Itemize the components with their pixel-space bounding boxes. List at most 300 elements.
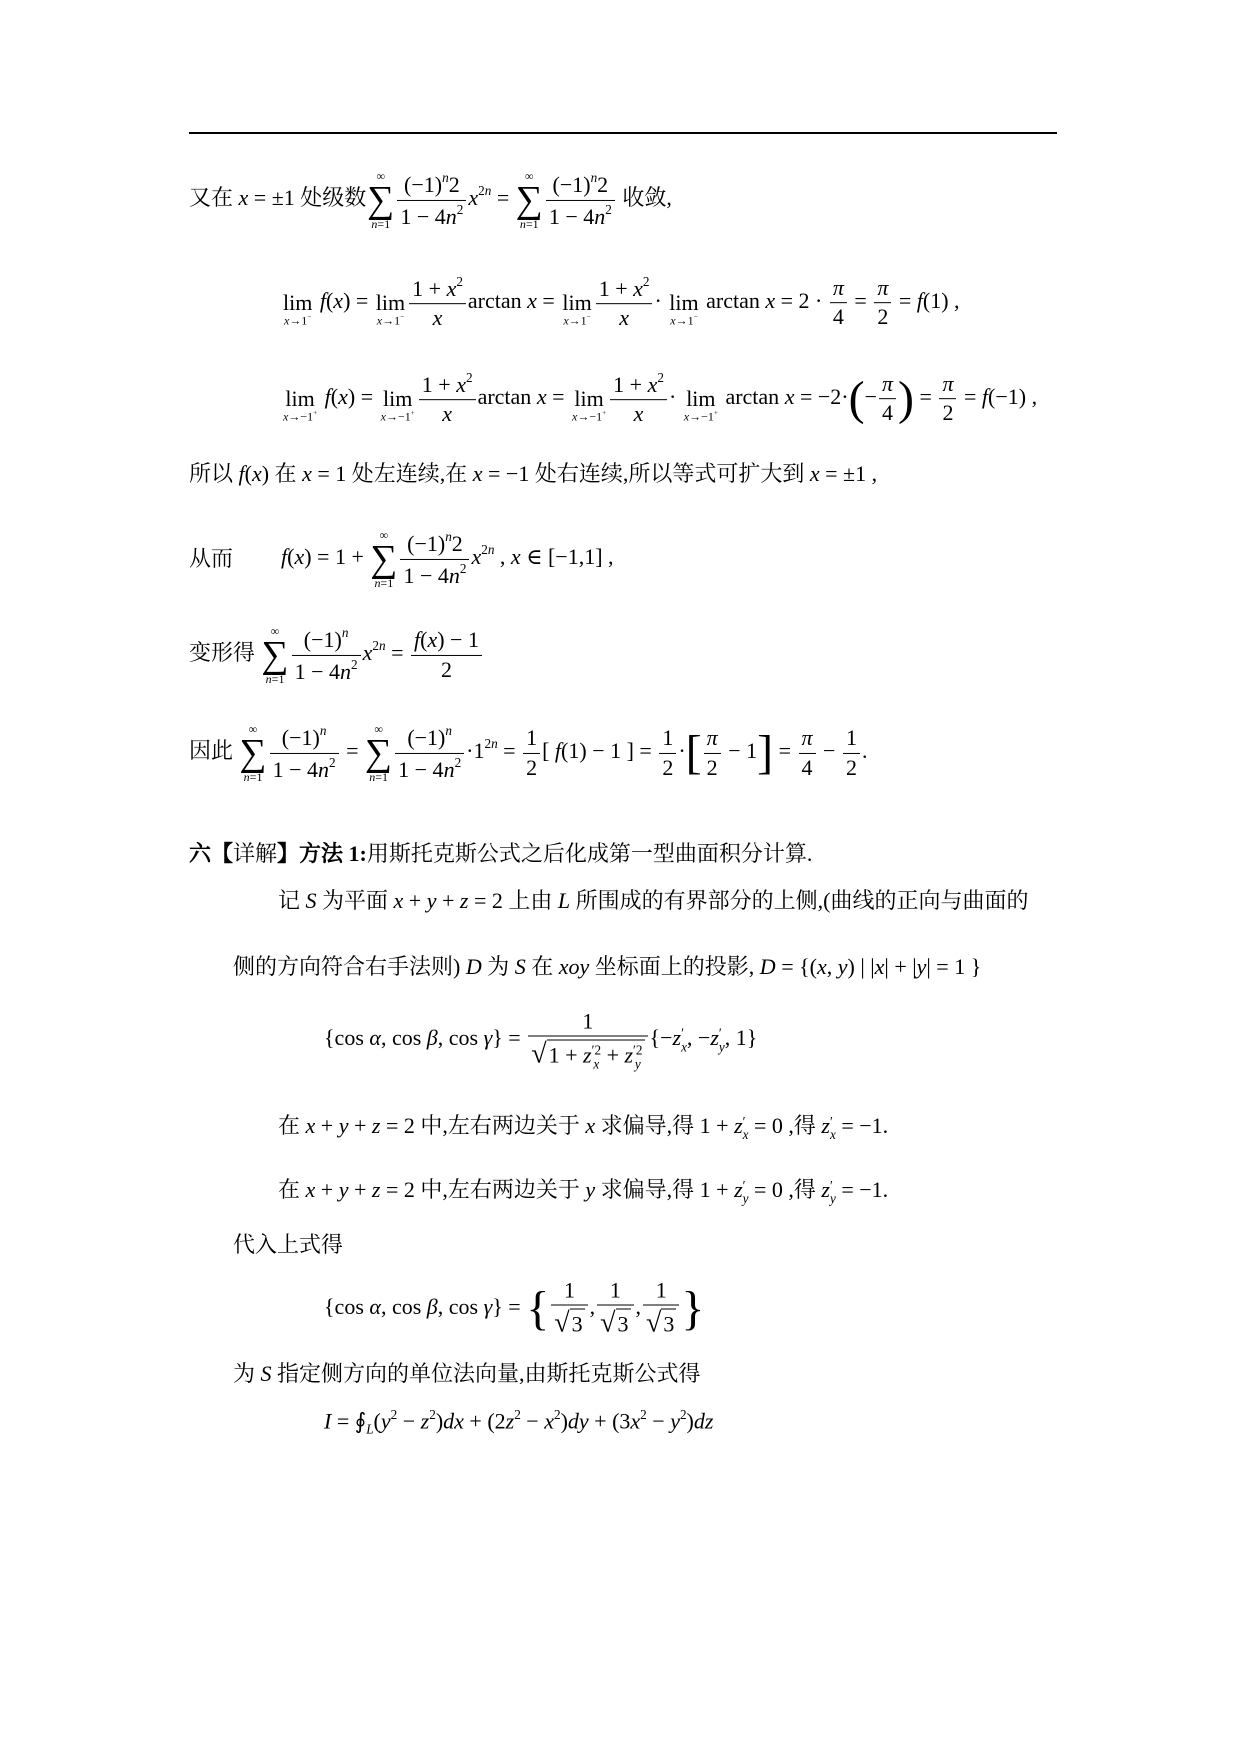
math-text: 2 — [481, 542, 488, 558]
math-text: + — [601, 1042, 625, 1068]
superscript — [481, 542, 494, 557]
math-text: , cos — [437, 1025, 484, 1051]
math-text: {cos — [324, 1294, 370, 1320]
limit — [381, 375, 415, 423]
large-bracket: } — [681, 1282, 705, 1336]
math-text: + — [348, 1176, 372, 1202]
lim-word: lim — [669, 289, 699, 315]
math-text: = −1. — [835, 1176, 889, 1202]
math-variable: x — [338, 384, 348, 410]
transformed-equation — [189, 625, 484, 685]
fraction-numerator — [879, 371, 896, 398]
math-text: = ±1 , — [819, 460, 878, 486]
fraction-denominator — [704, 753, 721, 781]
math-variable: x — [809, 460, 820, 486]
fraction — [397, 170, 466, 230]
math-text: − — [864, 384, 877, 410]
limit — [283, 375, 317, 423]
math-variable: x — [305, 1112, 316, 1138]
math-variable: x — [432, 305, 443, 331]
fraction-denominator — [610, 399, 667, 427]
math-text: 1 — [609, 1277, 621, 1303]
math-text: 1 − 4 — [398, 756, 444, 782]
math-text: ·1 — [466, 738, 485, 764]
superscript — [643, 274, 650, 289]
math-variable: β — [426, 1025, 438, 1051]
radicand — [661, 1309, 676, 1338]
superscript — [329, 755, 336, 770]
math-text: 3 — [571, 1311, 583, 1337]
math-text: =1 — [249, 770, 263, 785]
fraction-denominator — [397, 200, 466, 230]
large-bracket: [ — [685, 726, 702, 779]
header-rule — [189, 132, 1057, 134]
math-text: = — [497, 738, 522, 764]
math-variable: x — [544, 1408, 554, 1434]
math-text: 所围成的有界部分的上侧,(曲线的正向与曲面的 — [570, 887, 1029, 913]
bold-text: 六【 — [189, 840, 234, 866]
math-text: ) = 1 + — [304, 544, 370, 570]
math-text: ( — [325, 288, 334, 314]
math-text: = ±1 处级数 — [248, 185, 367, 211]
math-text: 因此 — [189, 738, 239, 764]
math-variable: β — [426, 1294, 438, 1320]
math-text: = — [546, 384, 570, 410]
math-text: ) = — [347, 384, 379, 410]
math-variable: n — [378, 638, 386, 654]
lim-word: lim — [375, 289, 406, 315]
math-text: 2 — [451, 531, 463, 557]
math-text: 1 + — [598, 276, 634, 302]
math-variable: n — [445, 529, 452, 545]
math-variable: n — [443, 756, 455, 782]
lim-word: lim — [574, 385, 604, 411]
math-text: − — [586, 313, 591, 322]
math-text: + — [410, 409, 415, 418]
math-text: = — [385, 640, 409, 666]
math-text: 3 — [617, 1311, 629, 1337]
math-variable: f — [238, 460, 245, 486]
math-variable: π — [801, 725, 813, 751]
math-text: 1 — [662, 725, 674, 751]
math-text: · — [678, 738, 686, 764]
sigma-symbol: ∑ — [239, 731, 267, 774]
math-variable: x — [376, 313, 383, 328]
math-text: · — [668, 384, 682, 410]
math-variable: y — [916, 953, 927, 979]
math-text: 为 — [233, 1360, 261, 1386]
math-variable: x — [784, 384, 795, 410]
math-text: =1 — [271, 672, 285, 687]
math-text: = — [773, 738, 797, 764]
math-text: →−1 — [385, 409, 411, 424]
math-text: 1 — [563, 1277, 575, 1303]
math-text: ′ — [742, 1113, 746, 1129]
math-variable: n — [340, 658, 352, 684]
fraction — [843, 725, 860, 781]
fraction-numerator — [397, 170, 466, 199]
math-text: 2 — [640, 1406, 647, 1422]
fraction-numerator — [643, 1278, 679, 1305]
math-variable: n — [265, 672, 272, 687]
fraction-denominator — [551, 1305, 587, 1341]
fraction-numerator — [400, 529, 469, 558]
superscript — [411, 409, 415, 417]
math-text: 求偏导,得 1 + — [595, 1176, 735, 1202]
superscript — [514, 1407, 521, 1422]
math-variable: f — [281, 544, 288, 570]
math-text: ′ — [681, 1025, 684, 1041]
fraction-numerator — [843, 725, 860, 752]
math-variable: n — [448, 562, 460, 588]
radical-sign: √ — [554, 1307, 570, 1339]
math-variable: n — [341, 625, 349, 641]
math-variable: x — [427, 627, 438, 653]
math-text: 2 — [456, 274, 463, 290]
math-variable: x — [816, 953, 827, 979]
math-text: , cos — [380, 1294, 427, 1320]
math-text: 2 — [440, 656, 452, 682]
subscript — [366, 1421, 373, 1436]
sigma-symbol: ∑ — [367, 178, 395, 221]
math-variable: z — [624, 1042, 634, 1068]
projection-definition — [233, 954, 981, 980]
math-variable: n — [594, 203, 606, 229]
sup-sub-pair — [633, 1044, 642, 1070]
math-variable: y — [634, 1056, 641, 1072]
math-variable: f — [414, 627, 421, 653]
math-text: = 1 处左连续,在 — [311, 460, 473, 486]
fraction — [411, 627, 482, 683]
math-text: = — [914, 384, 938, 410]
partial-x-statement — [278, 1113, 888, 1141]
math-variable: y — [380, 1408, 391, 1434]
fraction-numerator — [419, 370, 476, 399]
math-text: , 1} — [724, 1025, 758, 1051]
math-text: →−1 — [689, 409, 714, 424]
fraction-numerator — [551, 1278, 587, 1305]
fraction-numerator — [409, 274, 466, 303]
fraction-numerator — [659, 725, 676, 752]
math-variable: D — [465, 953, 482, 979]
math-text: 1 − 4 — [272, 756, 319, 782]
math-text: , — [494, 544, 511, 570]
fraction — [528, 1009, 647, 1072]
lim-word: lim — [686, 385, 716, 411]
math-text: 在 — [278, 1176, 306, 1202]
math-variable: y — [585, 1176, 596, 1202]
math-text: ′2 — [591, 1042, 602, 1058]
square-root — [646, 1307, 676, 1341]
superscript — [442, 170, 449, 185]
square-root — [531, 1038, 644, 1072]
math-text: [ — [542, 738, 555, 764]
math-variable: y — [742, 1190, 749, 1206]
math-variable: f — [324, 384, 331, 410]
fraction-numerator — [395, 723, 464, 752]
superscript — [484, 736, 497, 751]
math-text: = — [958, 384, 982, 410]
math-text: ) | | — [847, 953, 875, 979]
fraction — [939, 371, 956, 427]
math-variable: x — [585, 1112, 596, 1138]
math-variable: x — [251, 460, 262, 486]
math-variable: I — [324, 1408, 332, 1434]
math-text: arctan — [467, 288, 528, 314]
superscript — [320, 723, 327, 738]
math-variable: x — [294, 544, 305, 570]
fraction — [546, 170, 615, 230]
math-text: , — [589, 1294, 596, 1320]
limit — [669, 279, 698, 327]
lim-word: lim — [562, 289, 592, 315]
fraction-denominator — [411, 655, 482, 683]
superscript — [400, 313, 404, 321]
math-text: (−1) — [407, 531, 446, 557]
sigma-symbol: ∑ — [370, 537, 398, 580]
fraction-denominator — [874, 303, 891, 331]
math-text: − 1 — [722, 738, 758, 764]
right-limit-equation — [281, 370, 1037, 428]
math-text: 2 — [706, 754, 718, 780]
partial-y-statement — [278, 1177, 888, 1205]
math-variable: x — [510, 544, 521, 570]
math-text: →1 — [675, 313, 694, 328]
fraction — [799, 725, 816, 781]
fraction — [879, 371, 896, 427]
lim-word: lim — [383, 385, 413, 411]
math-text: (−1) — [404, 172, 443, 198]
large-bracket: ] — [757, 726, 774, 779]
math-text: =1 — [377, 217, 391, 232]
math-text: 2 — [329, 754, 336, 770]
math-text: 记 — [278, 887, 306, 913]
math-variable: dz — [693, 1408, 714, 1434]
math-text: ) — [686, 1408, 694, 1434]
math-text: − — [400, 313, 405, 322]
math-text: = −1. — [835, 1112, 889, 1138]
bold-text: 】方法 1: — [277, 840, 367, 866]
math-variable: π — [706, 725, 718, 751]
fraction-numerator — [799, 725, 816, 752]
fraction-denominator — [643, 1305, 679, 1341]
math-variable: n — [487, 542, 495, 558]
fraction-denominator — [659, 753, 676, 781]
math-variable: z — [672, 1025, 682, 1051]
fraction — [874, 275, 891, 331]
convergence-line — [189, 170, 672, 230]
therefore-label — [189, 546, 233, 572]
math-text: 在 — [278, 1112, 306, 1138]
math-text: 所以 — [189, 460, 239, 486]
fraction-numerator — [704, 725, 721, 752]
math-text: (1) − 1 ] = — [561, 738, 658, 764]
math-text: = −2· — [794, 384, 849, 410]
math-text: ( — [287, 544, 295, 570]
math-text: 3 — [663, 1311, 675, 1337]
math-text: − — [520, 1408, 545, 1434]
sigma-symbol: ∑ — [365, 731, 393, 774]
math-text: 2 — [642, 274, 650, 290]
math-text: + — [315, 1176, 339, 1202]
fraction-numerator — [597, 1278, 633, 1305]
superscript — [342, 625, 349, 640]
math-text: 1 + — [548, 1042, 584, 1068]
summation — [367, 170, 394, 230]
math-variable: n — [491, 736, 498, 752]
math-variable: xoy — [558, 953, 590, 979]
math-text: →−1 — [288, 409, 314, 424]
fraction-denominator — [546, 200, 615, 230]
fraction — [596, 274, 653, 332]
radical-sign: √ — [531, 1038, 547, 1070]
math-text: →−1 — [577, 409, 603, 424]
math-text: 2 — [448, 172, 460, 198]
math-variable: x — [527, 288, 537, 314]
math-text: 4 — [882, 400, 894, 426]
math-text: = {( — [775, 953, 817, 979]
superscript — [456, 274, 463, 289]
fraction-denominator — [799, 753, 816, 781]
math-variable: n — [319, 723, 327, 739]
limit-subscript — [283, 410, 317, 423]
math-text: ∞ — [376, 168, 386, 183]
fraction-denominator — [409, 303, 466, 331]
math-text: + — [315, 1112, 339, 1138]
limit-subscript — [283, 314, 312, 327]
superscript — [457, 202, 464, 217]
fraction-denominator — [523, 753, 540, 781]
limit — [562, 279, 591, 327]
radical-sign: √ — [646, 1307, 662, 1339]
math-variable: π — [877, 275, 889, 301]
math-text: 2 — [553, 1406, 561, 1422]
math-text: . — [861, 738, 868, 764]
math-text: ′ — [742, 1177, 746, 1193]
math-variable: z — [371, 1176, 381, 1202]
fraction-numerator — [939, 371, 956, 398]
math-text: 1 − 4 — [548, 203, 595, 229]
math-variable: y — [338, 1176, 349, 1202]
math-variable: f — [981, 384, 989, 410]
math-variable: D — [759, 953, 776, 979]
fraction — [400, 529, 469, 589]
superscript — [602, 409, 606, 417]
math-variable: z — [371, 1112, 381, 1138]
math-variable: z — [420, 1408, 430, 1434]
subscript — [633, 1057, 642, 1070]
fraction-numerator — [546, 170, 615, 199]
math-variable: dy — [567, 1408, 589, 1434]
math-variable: x — [633, 401, 644, 427]
math-text: = — [893, 288, 917, 314]
radical-sign: √ — [600, 1307, 616, 1339]
math-text: 2 — [605, 201, 612, 217]
math-variable: x — [647, 372, 658, 398]
unit-normal-equation — [324, 1278, 704, 1341]
math-variable: S — [260, 1360, 272, 1386]
fraction — [659, 725, 676, 781]
math-text: ∞ — [374, 721, 383, 736]
fraction-denominator — [843, 753, 860, 781]
math-text: − — [817, 738, 841, 764]
math-text: + (2 — [463, 1408, 506, 1434]
superscript — [372, 638, 385, 653]
math-text: + — [403, 887, 427, 913]
superscript — [351, 657, 358, 672]
math-text: ∞ — [525, 168, 534, 183]
math-variable: x — [593, 1056, 600, 1072]
limit-subscript — [376, 314, 405, 327]
fraction — [643, 1278, 679, 1341]
math-variable: y — [718, 1039, 725, 1055]
math-text: 1 — [582, 1008, 594, 1034]
math-variable: x — [472, 460, 483, 486]
math-text: − — [307, 313, 312, 322]
math-variable: x — [442, 401, 453, 427]
math-variable: x — [302, 460, 312, 486]
math-variable: n — [442, 170, 449, 186]
math-variable: x — [305, 1176, 316, 1202]
math-text: =1 — [380, 576, 394, 591]
math-text: 2 — [597, 172, 609, 198]
lim-word: lim — [283, 289, 313, 315]
math-text: 2 — [372, 638, 379, 654]
math-text: = — [848, 288, 873, 314]
math-text: 详解 — [233, 840, 278, 866]
math-text: 2 — [456, 201, 464, 217]
math-text: arctan — [477, 384, 537, 410]
math-variable: L — [366, 1421, 374, 1437]
fraction-numerator — [292, 625, 361, 654]
math-variable: z — [734, 1176, 743, 1202]
math-text: − — [397, 1408, 421, 1434]
math-text: 1 — [655, 1277, 667, 1303]
math-text: = ∮ — [331, 1408, 367, 1434]
math-text: + — [436, 887, 460, 913]
math-text: {cos — [324, 1025, 370, 1051]
math-variable: x — [765, 288, 776, 314]
fraction-denominator — [270, 753, 339, 783]
superscript — [640, 1407, 647, 1422]
large-bracket: { — [526, 1282, 550, 1336]
large-bracket: ( — [848, 372, 865, 426]
math-variable: f — [554, 738, 562, 764]
math-text: } = — [492, 1025, 527, 1051]
math-variable: x — [380, 409, 386, 424]
fraction — [395, 723, 464, 783]
math-text: 从而 — [189, 545, 234, 571]
superscript — [587, 313, 591, 321]
math-text: 2 — [351, 656, 358, 672]
math-text: 1 − 4 — [294, 658, 341, 684]
math-variable: S — [305, 887, 317, 913]
final-sum-equation — [189, 723, 867, 783]
math-text: 1 + — [421, 372, 457, 398]
math-text: ∞ — [248, 721, 258, 736]
math-text: ′ — [718, 1025, 722, 1041]
square-root — [600, 1307, 630, 1341]
math-variable: x — [670, 313, 676, 328]
math-variable: π — [882, 371, 894, 397]
limit — [684, 375, 718, 423]
math-variable: n — [484, 183, 492, 199]
math-text: , − — [686, 1025, 711, 1051]
fraction-numerator — [411, 627, 482, 654]
math-variable: x — [572, 409, 578, 424]
math-text: 1 − 4 — [400, 203, 446, 229]
continuity-statement — [189, 461, 877, 487]
